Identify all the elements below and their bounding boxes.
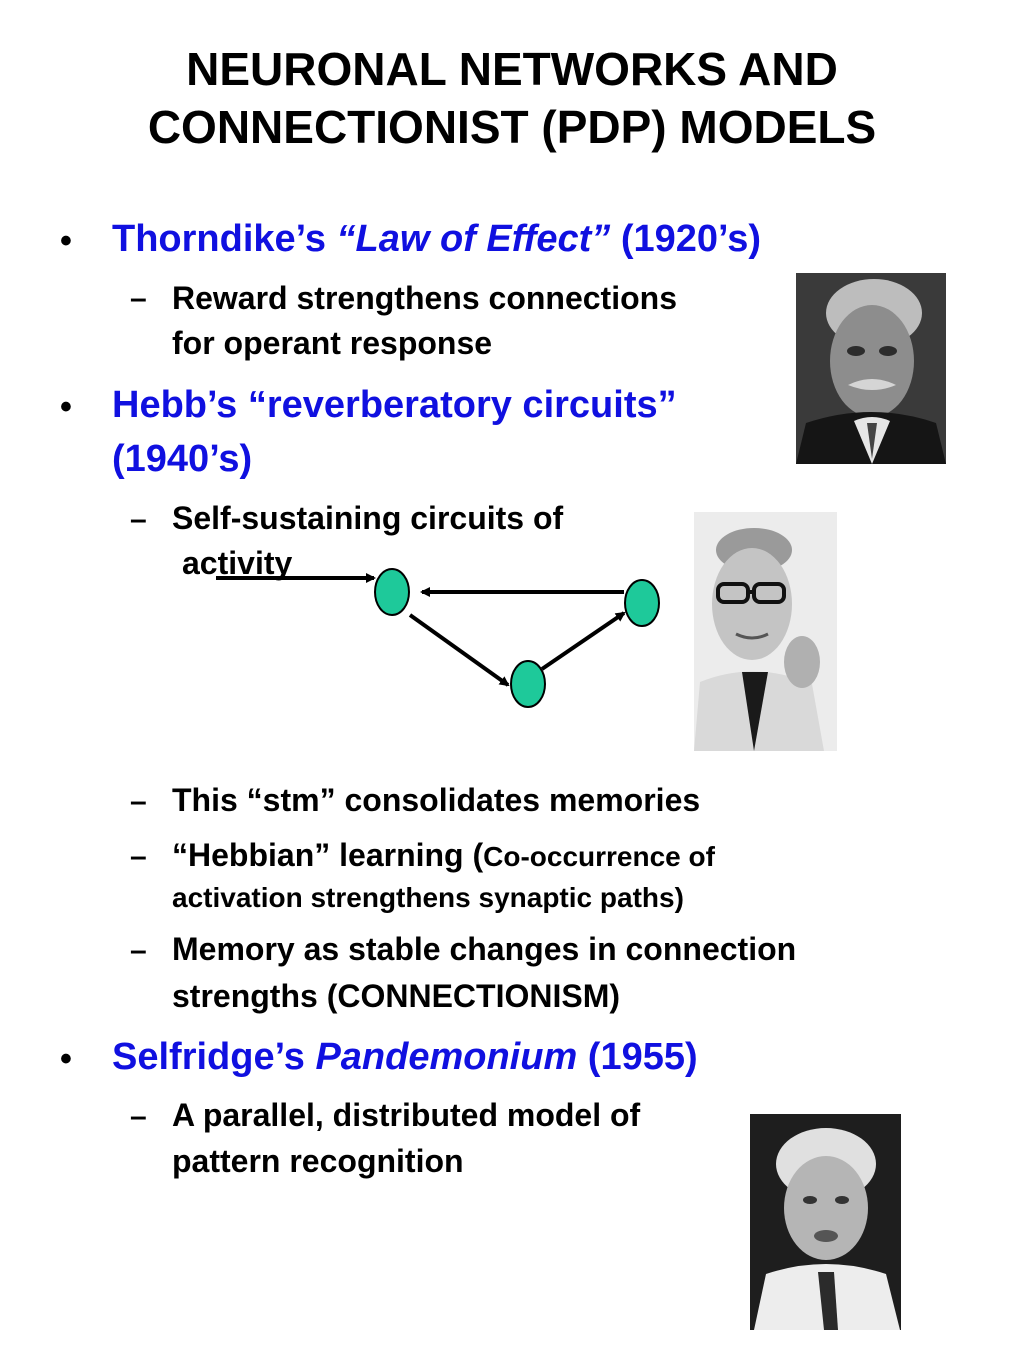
title-line-1: NEURONAL NETWORKS AND	[186, 43, 838, 95]
arrow-node2-to-node3	[542, 613, 624, 669]
pandemonium: Pandemonium	[315, 1036, 578, 1078]
hebb-sub3-line-2: activation strengthens synaptic paths)	[172, 882, 684, 913]
title-line-2: CONNECTIONIST (PDP) MODELS	[147, 101, 877, 153]
bullet-selfridge	[112, 1036, 698, 1079]
portrait-thorndike	[796, 273, 946, 464]
hebb-sub4-line-2: strengths (CONNECTIONISM)	[172, 978, 620, 1014]
thorndike-year: (1920’s)	[610, 218, 761, 260]
portrait-hebb	[694, 512, 837, 751]
neuron-node-1	[375, 569, 409, 615]
reverberatory-circuit-diagram	[200, 555, 680, 725]
portrait-selfridge	[750, 1114, 901, 1330]
dash-marker: –	[130, 934, 147, 967]
hebb-sub1-line-1: Self-sustaining circuits of	[172, 500, 564, 536]
hebbian-definition-start: Co-occurrence of	[483, 841, 715, 872]
dash-marker: –	[130, 503, 147, 536]
hebb-sub2: This “stm” consolidates memories	[172, 782, 701, 818]
selfridge-sub-line-1: A parallel, distributed model of	[172, 1097, 641, 1133]
arrow-node1-to-node2	[410, 615, 508, 685]
law-of-effect: “Law of Effect”	[336, 218, 611, 260]
bullet-marker: •	[60, 1040, 72, 1078]
hebb-sub1-line-2: activity	[182, 545, 293, 581]
thorndike-name: Thorndike’s	[112, 218, 337, 260]
neuron-node-2	[511, 661, 545, 707]
hebb-sub3-line-1	[172, 837, 715, 874]
dash-marker: –	[130, 785, 147, 818]
bullet-hebb-line-2: (1940’s)	[112, 438, 253, 480]
bullet-marker: •	[60, 222, 72, 260]
neuron-node-3	[625, 580, 659, 626]
slide-title	[0, 40, 1024, 156]
selfridge-sub-line-2: pattern recognition	[172, 1143, 464, 1179]
bullet-hebb-line-1: Hebb’s “reverberatory circuits”	[112, 384, 677, 426]
hebbian-learning-label: “Hebbian” learning (	[172, 837, 484, 873]
bullet-marker: •	[60, 388, 72, 426]
dash-marker: –	[130, 840, 147, 873]
thorndike-sub-line-1: Reward strengthens connections	[172, 280, 677, 316]
thorndike-sub-line-2: for operant response	[172, 325, 493, 361]
dash-marker: –	[130, 1100, 147, 1133]
bullet-thorndike	[112, 218, 761, 261]
hebb-sub4-line-1: Memory as stable changes in connection	[172, 931, 797, 967]
selfridge-name: Selfridge’s	[112, 1036, 316, 1078]
dash-marker: –	[130, 282, 147, 315]
selfridge-year: (1955)	[577, 1036, 698, 1078]
